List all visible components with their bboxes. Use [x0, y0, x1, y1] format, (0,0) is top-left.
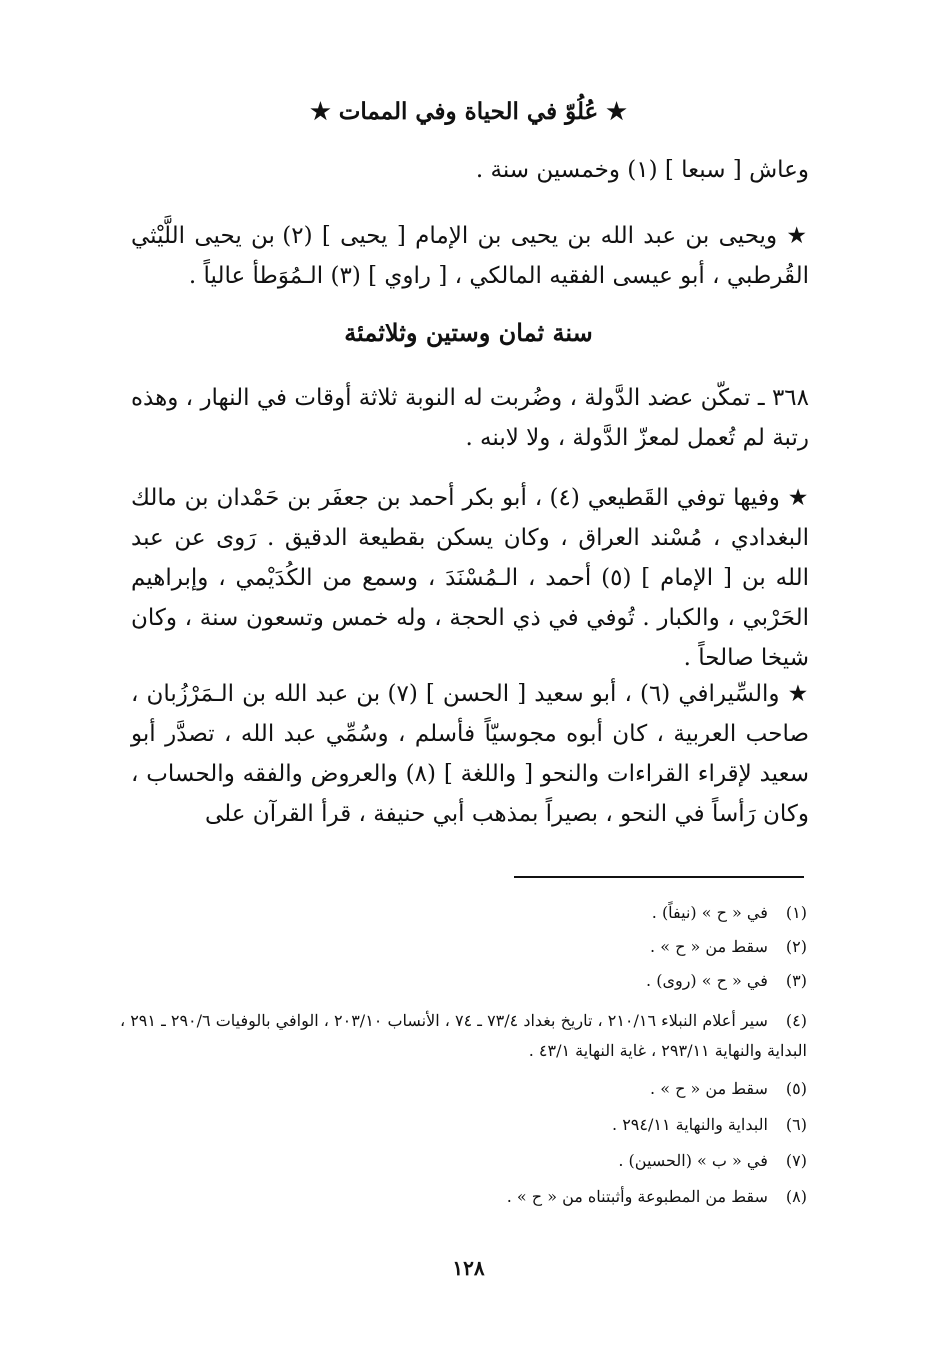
footnote-8: [117, 1182, 807, 1212]
footnote-1: [117, 898, 807, 928]
footnote-4: [117, 1006, 807, 1066]
footnote-text: البداية والنهاية ٢٩٤/١١ .: [612, 1115, 768, 1134]
running-header: ★ عُلُوّ في الحياة وفي الممات ★: [310, 98, 627, 125]
page-number: ١٢٨: [452, 1256, 485, 1280]
footnote-2: [117, 932, 807, 962]
paragraph-1: وعاش [ سبعا ] (١) وخمسين سنة .: [475, 157, 809, 183]
footnote-number: (٢): [785, 937, 807, 956]
footnote-text: في « ح » (روى) .: [646, 971, 768, 990]
footnote-text: سقط من « ح » .: [650, 1079, 768, 1098]
paragraph-2: ★ ويحيى بن عبد الله بن يحيى بن الإمام [ يحيى ] (٢) بن يحيى اللَّيْثي القُرطبي ، أبو عيسى الفقيه المالكي ، [ راوي ] (٣) الـمُوَطأ عالياً .: [131, 223, 809, 289]
footnote-5: [117, 1074, 807, 1104]
section-title: سنة ثمان وستين وثلاثمئة: [344, 318, 593, 347]
footnote-7: [117, 1146, 807, 1176]
footnote-number: (١): [785, 903, 807, 922]
footnote-number: (٣): [785, 971, 807, 990]
footnote-number: (٥): [785, 1079, 807, 1098]
footnote-number: (٨): [785, 1187, 807, 1206]
footnote-text: في « ح » (نيفاً) .: [651, 903, 768, 922]
footnote-6: [117, 1110, 807, 1140]
footnote-text: سقط من المطبوعة وأثبتناه من « ح » .: [506, 1187, 768, 1206]
footnote-text: سير أعلام النبلاء ٢١٠/١٦ ، تاريخ بغداد ٧٣/٤ ـ ٧٤ ، الأنساب ٢٠٣/١٠ ، الوافي بالوفيات ٢٩٠/٦ ـ ٢٩١ ، البداية والنهاية ٢٩٣/١١ ، غاية النهاية ٤٣/١ .: [119, 1011, 807, 1060]
footnote-number: (٤): [785, 1011, 807, 1030]
paragraph-5: ★ والسِّيرافي (٦) ، أبو سعيد [ الحسن ] (٧) بن عبد الله بن الـمَرْزُبان ، صاحب العربية ، كان أبوه مجوسيّاً فأسلم ، وسُمِّي عبد الله ، تصدَّر أبو سعيد لإقراء القراءات والنحو [ واللغة ] (٨) والعروض والفقه والحساب ، وكان رَأساً في النحو ، بصيراً بمذهب أبي حنيفة ، قرأ القرآن على: [131, 681, 809, 827]
paragraph-4: ★ وفيها توفي القَطيعي (٤) ، أبو بكر أحمد بن جعفَر بن حَمْدان بن مالك البغدادي ، مُسْند العراق ، وكان يسكن بقطيعة الدقيق . رَوى عن عبد الله بن [ الإمام ] (٥) أحمد ، الـمُسْنَدَ ، وسمع من الكُدَيْمي ، وإبراهيم الحَرْبي ، والكبار . تُوفي في ذي الحجة ، وله خمس وتسعون سنة ، وكان شيخا صالحاً .: [131, 485, 810, 671]
footnote-3: [117, 966, 807, 996]
footnote-number: (٧): [785, 1151, 807, 1170]
footnote-text: في « ب » (الحسين) .: [618, 1151, 768, 1170]
footnote-text: سقط من « ح » .: [650, 937, 768, 956]
footnote-number: (٦): [785, 1115, 807, 1134]
paragraph-3: ٣٦٨ ـ تمكّن عضد الدَّولة ، وضُربت له النوبة ثلاثة أوقات في النهار ، وهذه رتبة لم تُعمل لمعزّ الدَّولة ، ولا لابنه .: [131, 385, 809, 451]
footnote-divider: [514, 876, 804, 878]
